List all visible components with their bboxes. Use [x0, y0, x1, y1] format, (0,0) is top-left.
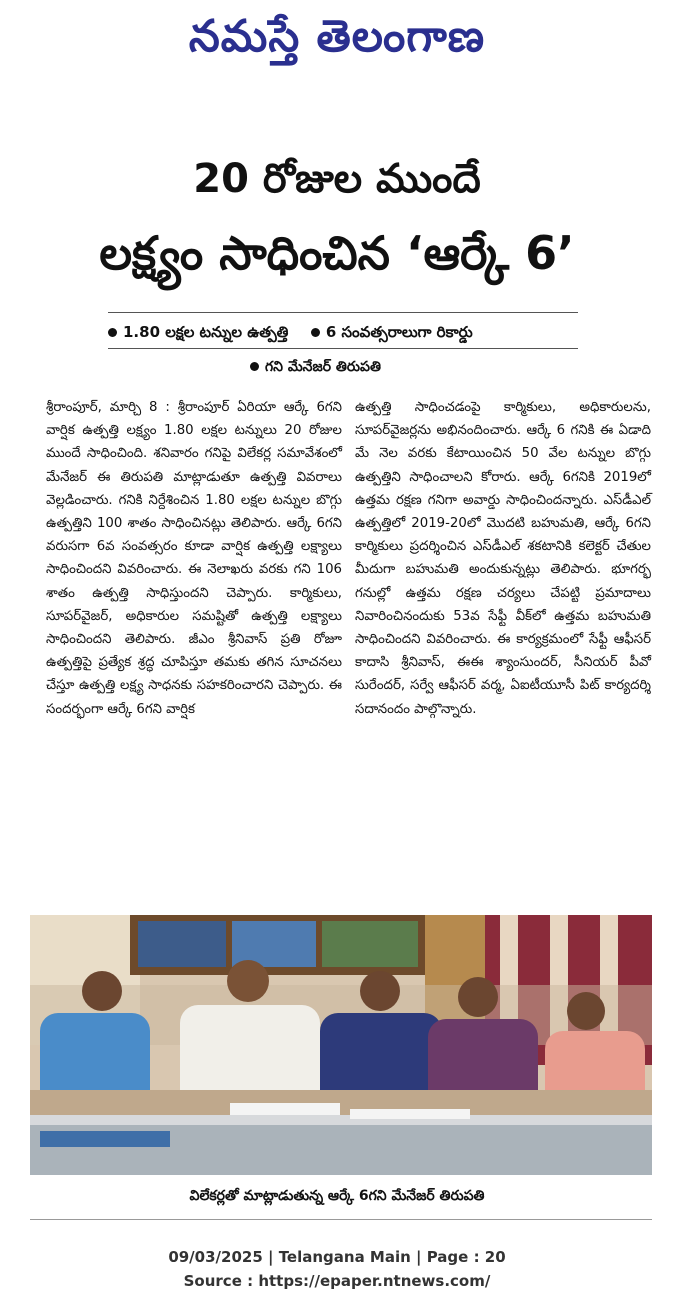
- article-paragraph: ఉత్పత్తి సాధించడంపై కార్మికులు, అధికారులను, సూపర్‌వైజర్లను అభినందించారు. ఆర్కే 6 గనికి ఈ ఏడాది మే నెల వరకు కేటాయించిన 50 వేల టన్నుల బొగ్గు ఉత్పత్తిని సాధించాలని కోరారు. ఆర్కే 6గనికి 2019లో ఉత్తమ రక్షణ గనిగా అవార్డు సాధించిందన్నారు. ఎస్‌డీఎల్ ఉత్పత్తిలో 2019-20లో మొదటి బహుమతి, ఆర్కే 6గని కార్మికులు ప్రదర్శించిన ఎస్‌డీఎల్ శకటానికి కలెక్టర్ చేతుల మీదుగా బహుమతి అందుకున్నట్లు తెలిపారు. భూగర్భ గనుల్లో ఉత్తమ రక్షణ చర్యలు చేపట్టి ప్రమాదాలు నివారించినందుకు 53వ సేఫ్టీ వీక్‌లో ఉత్తమ బహుమతి సాధించిందని వివరించారు. ఈ కార్యక్రమంలో సేఫ్టీ ఆఫీసర్ కాదాసి శ్రీనివాస్, ఈఈ శ్యాంసుందర్, సీనియర్ పీవో సురేందర్, సర్వే ఆఫీసర్ వర్మ, ఏఐటీయూసీ పిట్ కార్యదర్శి సదానందం పాల్గొన్నారు.: [355, 400, 651, 717]
- bullet-icon: [108, 328, 117, 337]
- footer-source: Source : https://epaper.ntnews.com/: [183, 1272, 491, 1290]
- bullet-icon: [311, 328, 320, 337]
- subhead-item-2: 6 సంవత్సరాలుగా రికార్డు: [325, 323, 473, 341]
- footer-date-page: 09/03/2025 | Telangana Main | Page : 20: [168, 1248, 506, 1266]
- subhead-top-rule: [108, 312, 578, 313]
- byline-text: గని మేనేజర్ తిరుపతి: [265, 359, 381, 375]
- photo-caption: విలేకర్లతో మాట్లాడుతున్న ఆర్కే 6గని మేనేజర్ తిరుపతి: [189, 1188, 485, 1204]
- subheadline: [108, 318, 578, 346]
- subhead-item-1: 1.80 లక్షల టన్నుల ఉత్పత్తి: [123, 323, 289, 341]
- footer-rule: [30, 1219, 652, 1220]
- byline: [250, 354, 381, 380]
- news-photo: [30, 915, 652, 1175]
- subhead-bottom-rule: [108, 348, 578, 349]
- masthead: [0, 0, 674, 80]
- bullet-icon: [250, 362, 259, 371]
- article-paragraph: శ్రీరాంపూర్, మార్చి 8 : శ్రీరాంపూర్ ఏరియా ఆర్కే 6గని వార్షిక ఉత్పత్తి లక్ష్యం 1.80 లక్షల టన్నులు 20 రోజుల ముందే సాధించింది. శనివారం గనిపై విలేకర్ల సమావేశంలో మేనేజర్ ఈ తిరుపతి మాట్లాడుతూ ఉత్పత్తి వివరాలు వెల్లడించారు. గనికి నిర్దేశించిన 1.80 లక్షల టన్నుల బొగ్గు ఉత్పత్తిని 100 శాతం సాధించినట్లు తెలిపారు. ఆర్కే 6గని వరుసగా 6వ సంవత్సరం కూడా వార్షిక ఉత్పత్తి లక్ష్యాలు సాధించిందని వివరించారు. ఈ నెలాఖరు వరకు గని 106 శాతం ఉత్పత్తి సాధిస్తుందని చెప్పారు. కార్మికులు, సూపర్‌వైజర్, అధికారుల సమష్టితో ఉత్పత్తి లక్ష్యాలు సాధించిందని తెలిపారు. జీఎం శ్రీనివాస్ ప్రతి రోజూ ఉత్పత్తిపై ప్రత్యేక శ్రద్ధ చూపిస్తూ తమకు తగిన సూచనలు చేస్తూ ఉత్పత్తి లక్ష్య సాధనకు సహకరించారని చెప్పారు. ఈ సందర్భంగా ఆర్కే 6గని వార్షిక: [46, 400, 342, 717]
- article-column-left: [46, 396, 342, 721]
- headline-line-2: లక్ష్యం సాధించిన ‘ఆర్కే 6’: [99, 226, 575, 280]
- photo-illustration: [30, 915, 652, 1175]
- headline-line-1: 20 రోజుల ముందే: [193, 156, 481, 202]
- article-column-right: [355, 396, 651, 721]
- newspaper-logo: నమస్తే తెలంగాణ: [188, 11, 486, 62]
